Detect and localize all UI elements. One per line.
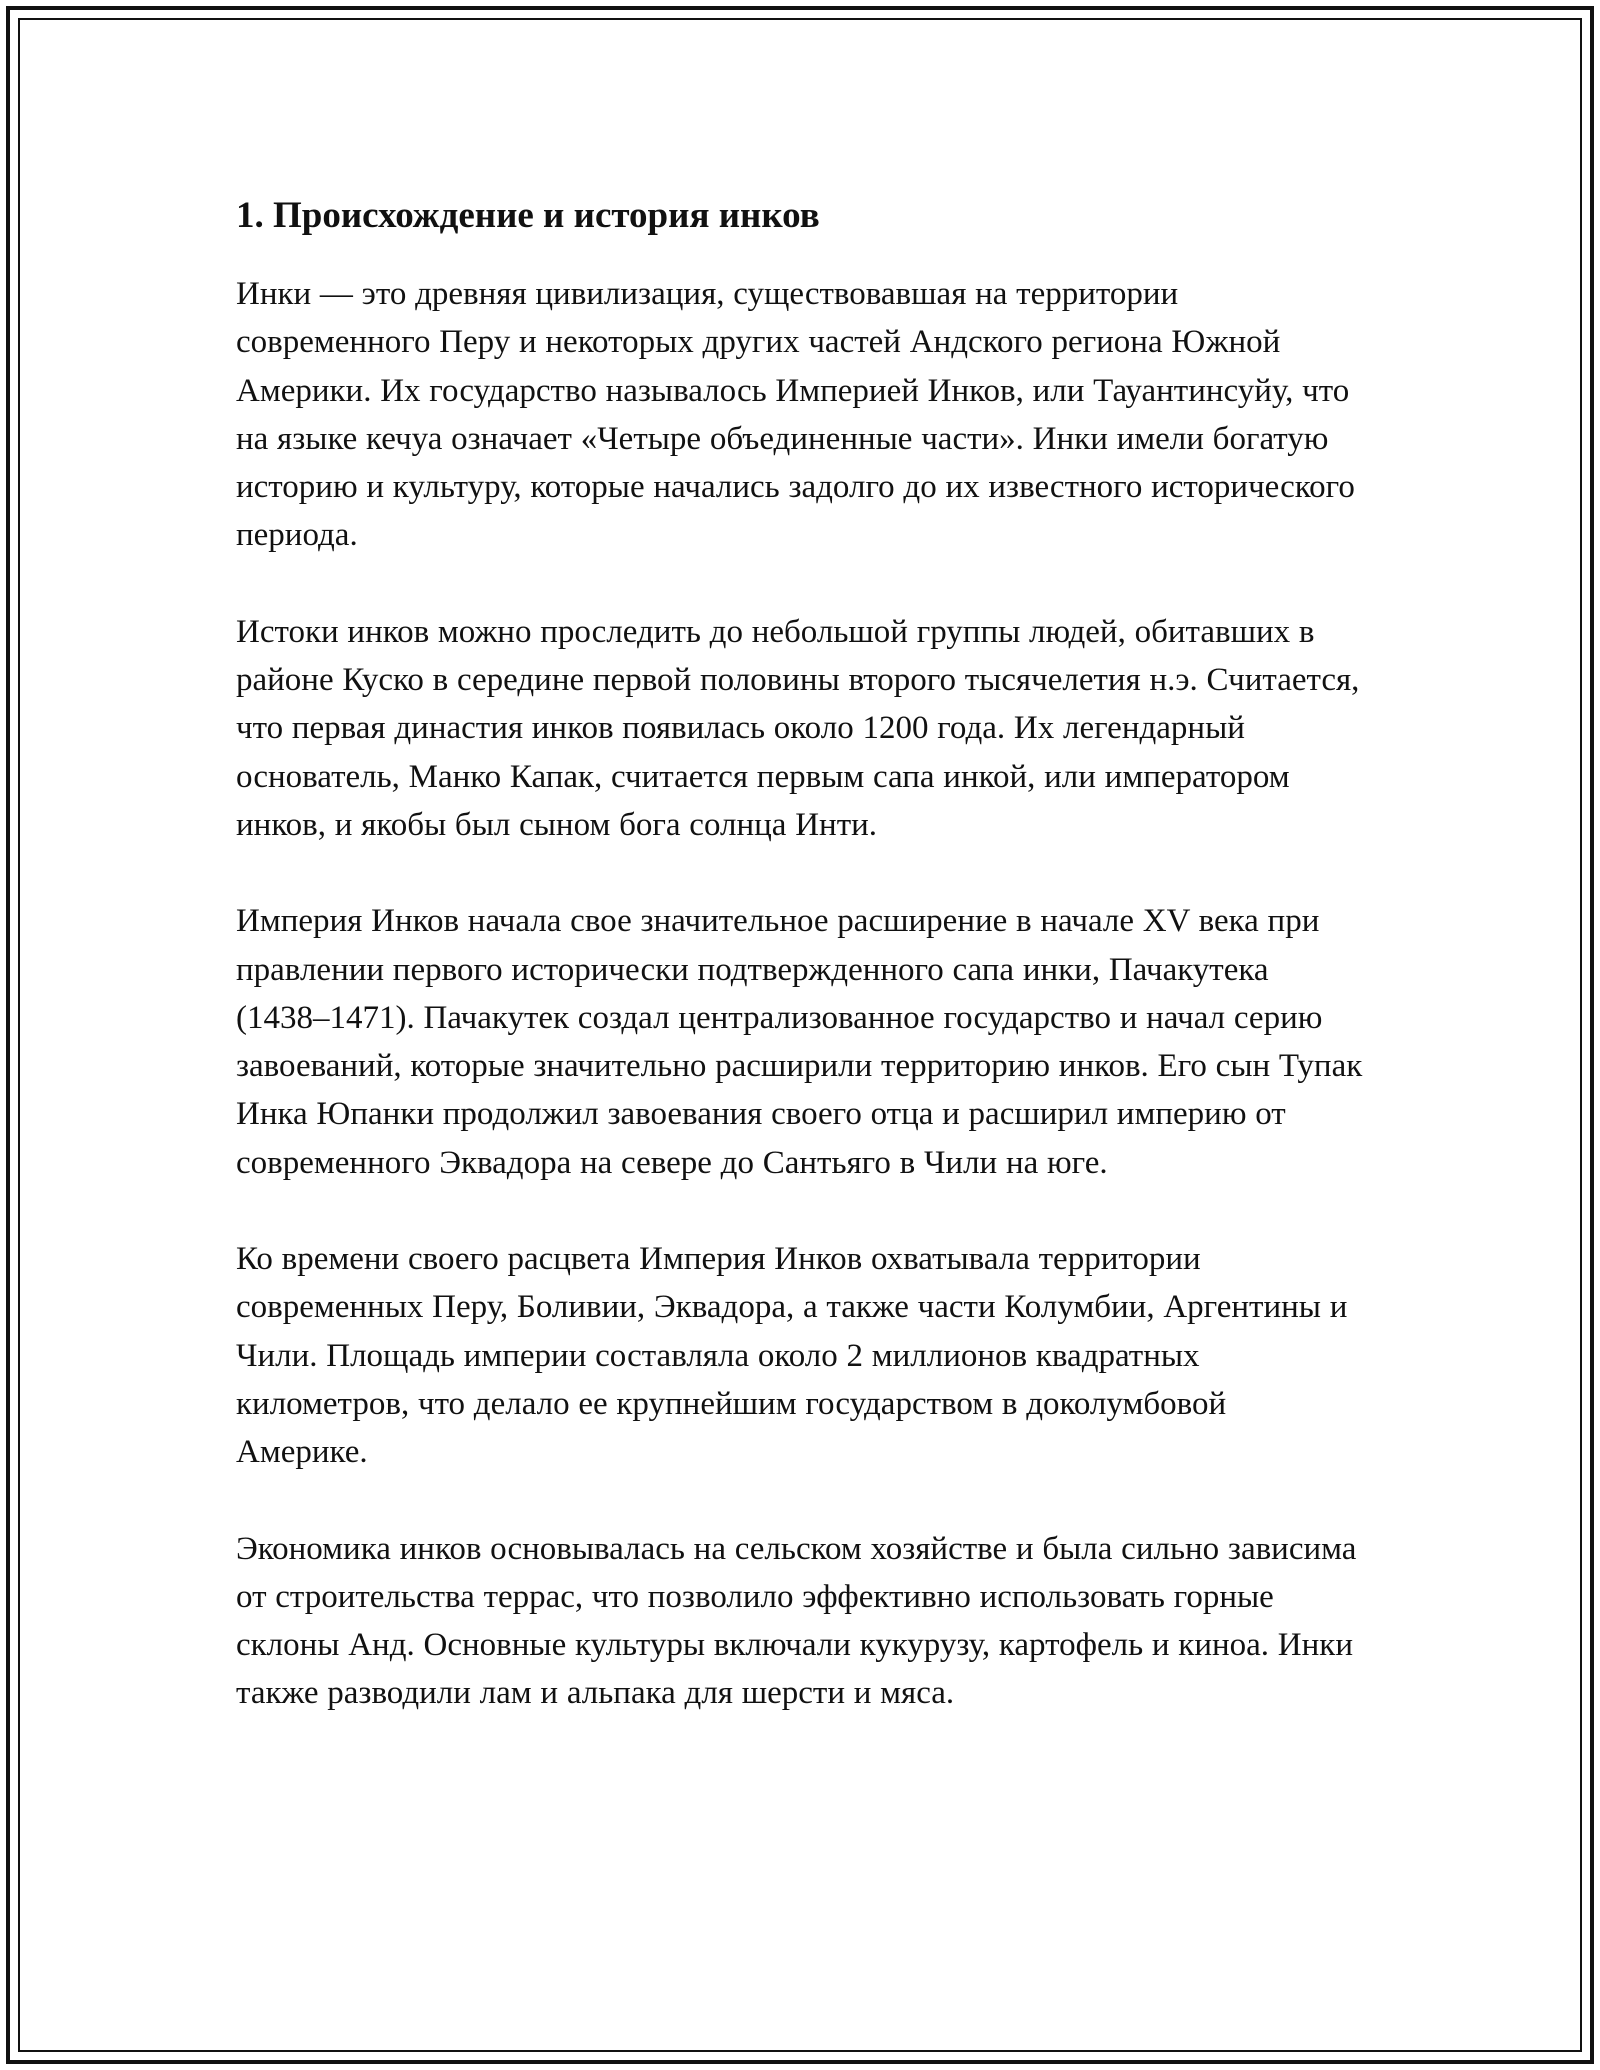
- paragraph-economy: Экономика инков основывалась на сельском хозяйстве и была сильно зависима от строительства террас, что позволило эффективно использовать горные склоны Анд. Основные культуры включали кукурузу, картофель и киноа. Инки также разводили лам и альпака для шерсти и мяса.: [236, 1530, 1357, 1712]
- paragraph-origin-overview: Инки — это древняя цивилизация, существовавшая на территории современного Перу и некоторых других частей Андского региона Южной Америки. Их государство называлось Империей Инков, или Тауантинсуйу, что на языке кечуа означает «Четыре объединенные части». Инки имели богатую историю и культуру, которые начались задолго до их известного исторического периода.: [236, 276, 1355, 554]
- paragraph-roots-founder: Истоки инков можно проследить до небольшой группы людей, обитавших в районе Куско в середине первой половины второго тысячелетия н.э. Считается, что первая династия инков появилась около 1200 года. Их легендарный основатель, Манко Капак, считается первым сапа инкой, или императором инков, и якобы был сыном бога солнца Инти.: [236, 613, 1360, 843]
- paragraph-expansion: Империя Инков начала свое значительное расширение в начале XV века при правлении первого исторически подтвержденного сапа инки, Пачакутека (1438–1471). Пачакутек создал централизованное государство и начал серию завоеваний, которые значительно расширили территорию инков. Его сын Тупак Инка Юпанки продолжил завоевания своего отца и расширил империю от современного Эквадора на севере до Сантьяго в Чили на юге.: [236, 903, 1363, 1181]
- document-body: [236, 188, 1366, 1766]
- paragraph-territory: Ко времени своего расцвета Империя Инков охватывала территории современных Перу, Боливии, Эквадора, а также части Колумбии, Аргентины и Чили. Площадь империи составляла около 2 миллионов квадратных километров, что делало ее крупнейшим государством в доколумбовой Америке.: [236, 1241, 1348, 1471]
- section-heading: 1. Происхождение и история инков: [236, 195, 820, 236]
